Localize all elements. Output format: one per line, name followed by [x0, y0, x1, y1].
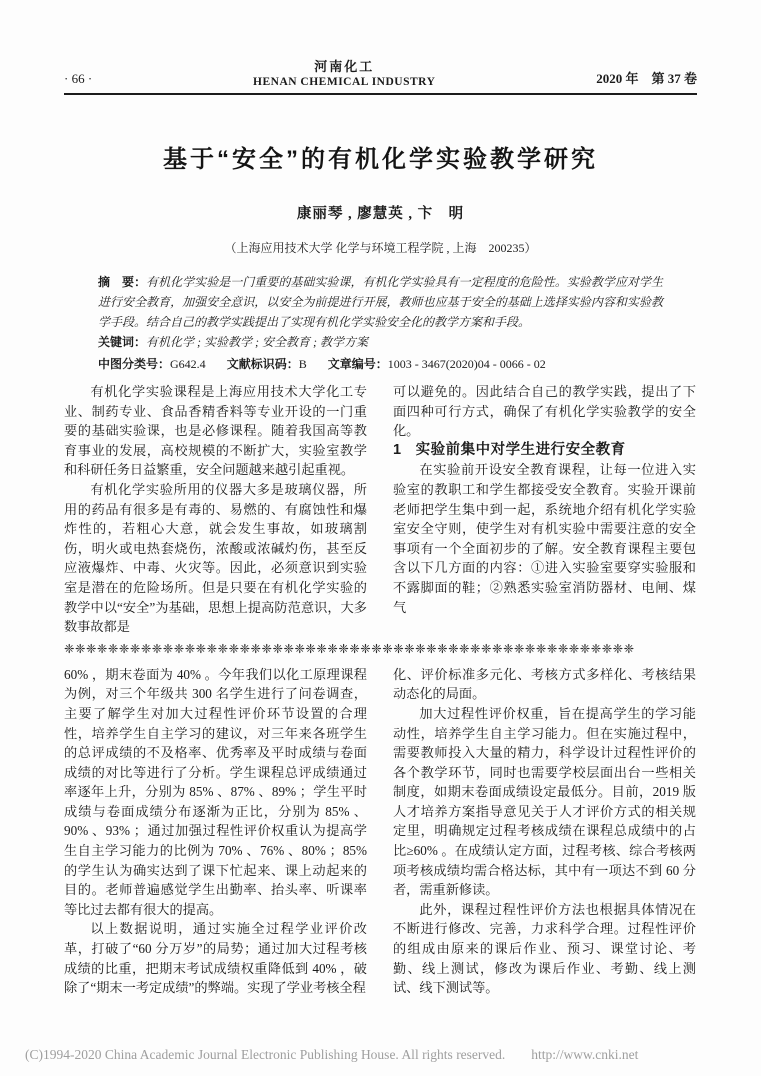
- body-paragraph: 有机化学实验所用的仪器大多是玻璃仪器，所用的药品有很多是有毒的、易燃的、有腐蚀性和爆炸性的，若粗心大意，就会发生事故，如玻璃割伤，明火或电热套烧伤，浓酸或浓碱灼伤，甚至反应液爆炸、中毒、火灾等。因此，必须意识到实验室是潜在的危险场所。但是只要在有机化学实验的教学中以“安全”为基础，思想上提高防范意识，大多数事故都是: [64, 481, 367, 635]
- right-column: [393, 665, 696, 998]
- body-paragraph: 在实验前开设安全教育课程，让每一位进入实验室的教职工和学生都接受安全教育。实验开课前老师把学生集中到一起，系统地介绍有机化学实验室安全守则，使学生对有机实验中需要注意的安全事项有一个全面初步的了解。安全教育课程主要包含以下几方面的内容：①进入实验室要穿实验服和不露脚面的鞋；②熟悉实验室消防器材、电闸、煤气: [393, 462, 696, 615]
- authors: 康丽琴 , 廖慧英 , 卞 明: [296, 206, 465, 222]
- article-title: 基于“安全”的有机化学实验教学研究: [163, 146, 598, 173]
- body-paragraph: 以上数据说明，通过实施全过程学业评价改革，打破了“60 分万岁”的局势；通过加大过程考核成绩的比重，把期末考试成绩权重降低到 40% ，破除了“期末一考定成绩”的弊端。实现了学业考核全程: [64, 921, 367, 996]
- section-number: 1: [393, 441, 402, 458]
- continued-article-columns: [64, 665, 697, 998]
- doc-code-value: B: [298, 357, 307, 371]
- article-separator-ornament: ❈❈❈❈❈❈❈❈❈❈❈❈❈❈❈❈❈❈❈❈❈❈❈❈❈❈❈❈❈❈❈❈❈❈❈❈❈❈❈❈❈❈❈❈❈❈❈❈❈❈❈❈: [64, 641, 635, 656]
- footer-copyright: (C)1994-2020 China Academic Journal Electronic Publishing House. All rights reserved.: [25, 1047, 506, 1062]
- body-paragraph: 加大过程性评价权重，旨在提高学生的学习能动性，培养学生自主学习能力。但在实施过程中，需要教师投入大量的精力，科学设计过程性评价的各个教学环节，同时也需要学校层面出台一些相关制度，如期末卷面成绩设定最低分。目前，2019 版人才培养方案指导意见关于人才评价方式的相关规定里，明确规定过程考核成绩在课程总成绩中的占比≥60% 。在成绩认定方面，过程考核、综合考核两项考核成绩均需合格达标，其中有一项达不到 60 分者，需重新修读。: [393, 705, 696, 898]
- body-paragraph: 化、评价标准多元化、考核方式多样化、考核结果动态化的局面。: [393, 666, 696, 702]
- article-no-label: 文章编号：: [327, 357, 388, 371]
- journal-name-en: HENAN CHEMICAL INDUSTRY: [253, 76, 436, 88]
- section-title: 实验前集中对学生进行安全教育: [415, 441, 626, 458]
- body-paragraph: 此外，课程过程性评价方法也根据具体情况在不断进行修改、完善，力求科学合理。过程性评价的组成由原来的课后作业、预习、课堂讨论、考勤、线上测试，修改为课后作业、考勤、线上测试、线下测试等。: [393, 901, 696, 996]
- keywords-text: 有机化学 ; 实验教学 ; 安全教育 ; 教学方案: [146, 335, 369, 349]
- cnki-copyright-footer: [25, 1047, 638, 1063]
- right-column: [393, 382, 696, 637]
- body-paragraph: 有机化学实验课程是上海应用技术大学化工专业、制药专业、食品香精香料等专业开设的一门重要的基础实验课，也是必修课程。随着我国高等教育事业的发展，高校规模的不断扩大，实验室教学和科研任务日益繁重，安全问题越来越引起重视。: [64, 384, 367, 478]
- journal-name-block: [92, 56, 596, 88]
- clc-value: G642.4: [170, 357, 206, 371]
- abstract-text: 有机化学实验是一门重要的基础实验课，有机化学实验具有一定程度的危险性。实验教学应对学生进行安全教育，加强安全意识，以安全为前提进行开展，教师也应基于安全的基础上选择实验内容和实验教学手段。结合自己的教学实践提出了实现有机化学实验安全化的教学方案和手段。: [98, 275, 663, 329]
- abstract-block: [98, 272, 663, 374]
- clc-label: 中图分类号：: [98, 357, 171, 371]
- keywords-label: 关键词：: [98, 335, 147, 349]
- left-column: [64, 665, 367, 998]
- body-paragraph: 可以避免的。因此结合自己的教学实践，提出了下面四种可行方式，确保了有机化学实验教学的安全化。: [393, 384, 696, 439]
- meta-line: [98, 354, 663, 374]
- article-no-value: 1003 - 3467(2020)04 - 0066 - 02: [387, 357, 546, 371]
- journal-name-cn: 河南化工: [314, 59, 375, 74]
- left-column: [64, 382, 367, 637]
- body-paragraph: 60% ，期末卷面为 40% 。今年我们以化工原理课程为例，对三个年级共 300 名学生进行了问卷调查，主要了解学生对加大过程性评价环节设置的合理性，培养学生自主学习的建议，对三年来各班学生的总评成绩的不及格率、优秀率及平时成绩与卷面成绩的对比等进行了分析。学生课程总评成绩通过率逐年上升，分别为 85% 、87% 、89% ；学生平时成绩与卷面成绩分布逐渐为正比，分别为 85% 、90% 、93% ；通过加强过程性评价权重认为提高学生自主学习能力的比例为 70% 、76% 、80% ；85% 的学生认为确实达到了课下忙起来、课上动起来的目的。老师普遍感觉学生出勤率、抬头率、听课率等比过去都有很大的提高。: [64, 666, 367, 917]
- keywords-line: [98, 332, 663, 352]
- section-heading: [393, 441, 696, 461]
- abstract-line: [98, 272, 663, 332]
- journal-header: [64, 56, 697, 95]
- doc-code-label: 文献标识码：: [226, 357, 299, 371]
- article-body-columns: [64, 382, 697, 637]
- page-number: · 66 ·: [64, 71, 93, 86]
- abstract-label: 摘 要：: [98, 275, 147, 289]
- footer-url: http://www.cnki.net: [531, 1047, 639, 1062]
- issue-volume: 2020 年 第 37 卷: [596, 71, 697, 86]
- affiliation: （上海应用技术大学 化学与环境工程学院 , 上海 200235）: [224, 241, 537, 255]
